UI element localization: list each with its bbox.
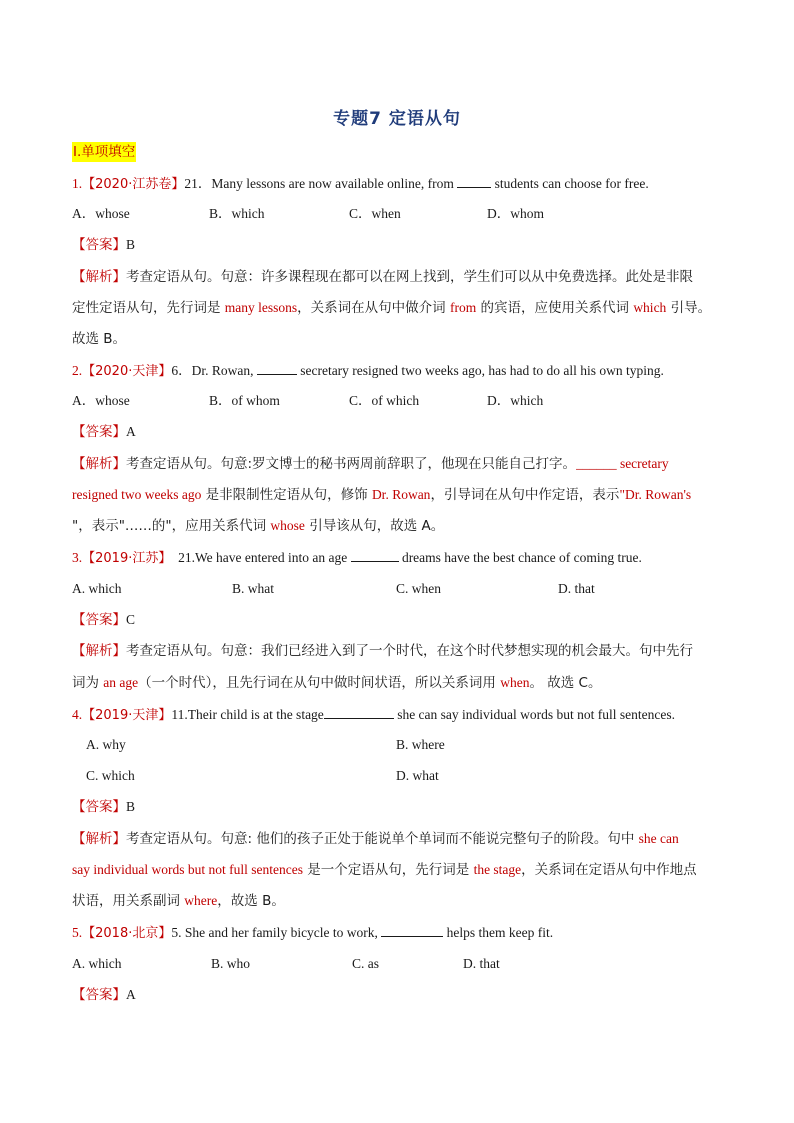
analysis-line <box>72 485 691 505</box>
answer-label: 【答案】 <box>72 987 126 1003</box>
analysis-line <box>72 891 285 911</box>
analysis-text: ，关系词在从句中做介词 <box>297 300 450 316</box>
analysis-line <box>72 298 711 318</box>
answer-line <box>72 985 136 1005</box>
analysis-line <box>72 673 601 693</box>
analysis-keyword: when <box>500 675 530 690</box>
option-c: C．of which <box>349 393 420 408</box>
analysis-keyword: whose <box>270 518 305 533</box>
answer-label: 【答案】 <box>72 237 126 253</box>
analysis-keyword: many lessons <box>224 300 298 315</box>
analysis-line <box>72 641 693 661</box>
option-d: D. that <box>463 956 500 971</box>
question-text: 11.Their child is at the stage <box>171 707 324 722</box>
answer-value: B <box>126 799 136 814</box>
option-b: B. who <box>211 956 251 971</box>
option-c: C．when <box>349 206 401 221</box>
analysis-keyword: Dr. Rowan <box>371 487 431 502</box>
analysis-text: 是非限制性定语从句，修饰 <box>201 487 372 503</box>
question-1-stem <box>72 173 649 195</box>
section-heading: I.单项填空 <box>73 144 136 160</box>
analysis-keyword: where <box>184 893 218 908</box>
question-text: she can say individual words but not full sentences. <box>397 707 676 722</box>
option-b: B. where <box>396 737 445 752</box>
analysis-text: 词为 <box>72 675 104 691</box>
analysis-label: 【解析】 <box>72 831 126 847</box>
analysis-line <box>72 829 679 849</box>
question-2-stem <box>72 360 664 382</box>
option-a: A. why <box>86 737 126 752</box>
answer-label: 【答案】 <box>72 424 126 440</box>
answer-line <box>72 610 135 630</box>
analysis-text: 考查定语从句。句意: 他们的孩子正处于能说单个单词而不能说完整句子的阶段。句中 <box>126 831 639 847</box>
analysis-line <box>72 454 669 474</box>
option-c: C. when <box>396 581 441 596</box>
option-a: A．whose <box>72 206 130 221</box>
option-d: D．whom <box>487 206 544 221</box>
option-b: B．which <box>209 206 265 221</box>
question-text: students can choose for free. <box>494 176 649 191</box>
question-number: 5. <box>72 925 83 940</box>
question-source: 【2019·江苏】 <box>82 551 172 566</box>
answer-blank <box>351 547 399 562</box>
analysis-keyword: the stage <box>473 862 522 877</box>
analysis-keyword: an age <box>103 675 139 690</box>
option-c: C. as <box>352 956 379 971</box>
analysis-text: ，关系词在定语从句中作地点 <box>521 862 697 878</box>
question-text: 5. She and her family bicycle to work, <box>171 925 378 940</box>
option-a: A. which <box>72 956 122 971</box>
analysis-text: 考查定语从句。句意：我们已经进入到了一个时代，在这个时代梦想实现的机会最大。句中先行 <box>126 643 693 659</box>
answer-value: A <box>126 987 136 1002</box>
analysis-text: 考查定语从句。句意:罗文博士的秘书两周前辞职了，他现在只能自己打字。 <box>126 456 577 472</box>
answer-blank <box>381 922 443 937</box>
answer-line <box>72 797 135 817</box>
option-b: B．of whom <box>209 393 280 408</box>
analysis-keyword: say individual words but not full sentences <box>72 862 303 877</box>
answer-label: 【答案】 <box>72 612 126 628</box>
analysis-text: 考查定语从句。句意：许多课程现在都可以在网上找到，学生们可以从中免费选择。此处是非限 <box>126 269 693 285</box>
analysis-text: ，故选 B。 <box>217 893 285 909</box>
answer-blank <box>324 704 394 719</box>
analysis-text: ，引导词在从句中作定语，表示 <box>430 487 620 503</box>
analysis-label: 【解析】 <box>72 643 126 659</box>
question-text: helps them keep fit. <box>446 925 554 940</box>
analysis-text: "，表示"……的"，应用关系代词 <box>72 518 271 534</box>
analysis-text: 引导该从句，故选 A。 <box>304 518 445 534</box>
question-source: 【2019·天津】 <box>82 708 172 723</box>
answer-value: C <box>126 612 136 627</box>
analysis-text: 引导。 <box>666 300 712 316</box>
analysis-keyword: ______ secretary <box>576 456 669 471</box>
analysis-text: （一个时代），且先行词在从句中做时间状语，所以关系词用 <box>138 675 501 691</box>
option-c: C. which <box>86 768 135 783</box>
answer-blank <box>257 360 297 375</box>
answer-line <box>72 422 136 442</box>
analysis-text: 是一个定语从句，先行词是 <box>302 862 474 878</box>
question-text: secretary resigned two weeks ago, has had to do all his own typing. <box>300 363 664 378</box>
question-5-stem <box>72 922 553 944</box>
option-b: B. what <box>232 581 274 596</box>
analysis-line <box>72 860 697 880</box>
answer-value: A <box>126 424 136 439</box>
analysis-keyword: from <box>449 300 477 315</box>
analysis-keyword: resigned two weeks ago <box>72 487 202 502</box>
option-d: D. what <box>396 768 439 783</box>
analysis-keyword: "Dr. Rowan's <box>619 487 692 502</box>
question-4-stem <box>72 704 675 726</box>
question-number: 3. <box>72 550 83 565</box>
analysis-keyword: she can <box>638 831 679 846</box>
question-number: 4. <box>72 707 83 722</box>
analysis-label: 【解析】 <box>72 269 126 285</box>
analysis-text: 。 故选 C。 <box>529 675 602 691</box>
analysis-label: 【解析】 <box>72 456 126 472</box>
answer-value: B <box>126 237 136 252</box>
answer-label: 【答案】 <box>72 799 126 815</box>
question-number: 2. <box>72 363 83 378</box>
option-d: D．which <box>487 393 544 408</box>
analysis-text: 定性定语从句，先行词是 <box>72 300 225 316</box>
question-3-stem <box>72 547 642 569</box>
answer-blank <box>457 173 491 188</box>
question-text: 6．Dr. Rowan, <box>171 363 254 378</box>
question-text: dreams have the best chance of coming true. <box>401 550 642 565</box>
question-text: 21．Many lessons are now available online, from <box>184 176 454 191</box>
analysis-text: 的宾语，应使用关系代词 <box>476 300 634 316</box>
question-number: 1. <box>72 176 83 191</box>
question-source: 【2020·江苏卷】 <box>82 177 185 192</box>
option-d: D. that <box>558 581 595 596</box>
analysis-line: 故选 B。 <box>72 331 127 347</box>
analysis-keyword: which <box>633 300 667 315</box>
question-source: 【2020·天津】 <box>82 364 172 379</box>
page-title: 专题7 定语从句 <box>333 109 461 129</box>
analysis-line <box>72 267 693 287</box>
option-a: A．whose <box>72 393 130 408</box>
question-text: 21.We have entered into an age <box>178 550 348 565</box>
question-source: 【2018·北京】 <box>82 926 172 941</box>
option-a: A. which <box>72 581 122 596</box>
answer-line <box>72 235 135 255</box>
analysis-text: 状语，用关系副词 <box>72 893 185 909</box>
analysis-line <box>72 516 444 536</box>
